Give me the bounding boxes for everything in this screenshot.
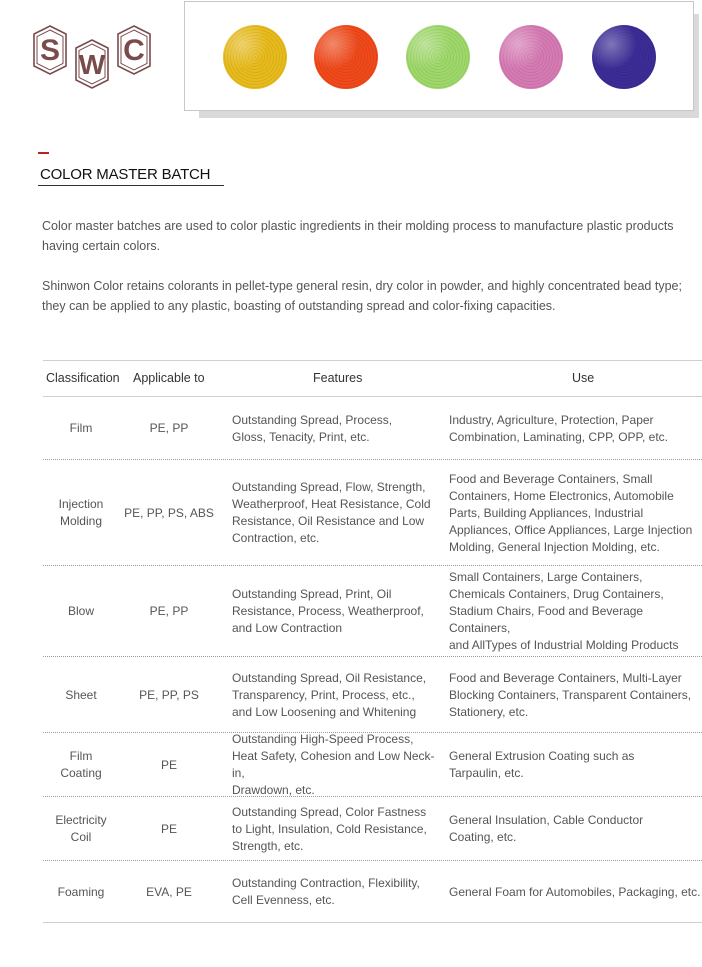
row-features: Outstanding Spread, Print, Oil Resistance, Process, Weatherproof, and Low Contraction — [232, 587, 424, 635]
row-applicable: PE — [160, 757, 177, 772]
table-row — [43, 861, 702, 923]
title-accent-mark — [38, 152, 49, 154]
row-use: Food and Beverage Containers, Small Containers, Home Electronics, Automobile Parts, Building Appliances, Industrial Appliances, Office Appliances, Large Injection Molding, General Injection Molding, etc. — [449, 471, 693, 554]
header-classification: Classification — [46, 371, 120, 385]
pink-pellet-swatch — [499, 25, 563, 89]
page-title: COLOR MASTER BATCH — [40, 166, 211, 183]
table-row — [43, 566, 702, 657]
row-classification: Electricity Coil — [55, 813, 107, 844]
row-features: Outstanding Spread, Oil Resistance, Transparency, Print, Process, etc., and Low Loosening and Whitening — [232, 670, 427, 719]
row-classification: Film Coating — [60, 749, 102, 780]
table-row — [43, 733, 702, 797]
green-pellet-swatch — [406, 25, 470, 89]
row-features: Outstanding Spread, Process, Gloss, Tenacity, Print, etc. — [232, 412, 393, 444]
row-applicable: PE, PP, PS — [139, 687, 199, 702]
description-paragraph: Shinwon Color retains colorants in pellet-type general resin, dry color in powder, and highly concentrated bead type; they can be applied to any plastic, boasting of outstanding spread and color-fixing capacities. — [42, 279, 682, 313]
table-row — [43, 657, 702, 733]
row-features: Outstanding Contraction, Flexibility, Cell Evenness, etc. — [232, 876, 420, 907]
logo-letter-c: C — [123, 34, 145, 67]
header-applicable-to: Applicable to — [133, 371, 205, 385]
row-classification: Film — [69, 421, 93, 435]
row-applicable: EVA, PE — [146, 884, 192, 899]
table-row — [43, 460, 702, 566]
row-classification: Blow — [67, 604, 94, 618]
row-use: Small Containers, Large Containers, Chemicals Containers, Drug Containers, Stadium Chairs, Food and Beverage Containers, and AllTypes of Industrial Molding Products — [449, 570, 679, 652]
row-applicable: PE, PP — [149, 421, 189, 435]
row-features: Outstanding Spread, Color Fastness to Light, Insulation, Cold Resistance, Strength, etc. — [232, 804, 427, 853]
table-bottom-border — [43, 922, 702, 923]
row-classification: Foaming — [57, 884, 105, 899]
row-use: General Foam for Automobiles, Packaging, etc. — [449, 884, 701, 899]
table-row — [43, 397, 702, 460]
header-features: Features — [313, 371, 363, 385]
row-features: Outstanding High-Speed Process, Heat Safety, Cohesion and Low Neck-in, Drawdown, etc. — [232, 732, 435, 797]
row-applicable: PE, PP — [149, 604, 189, 618]
blue-pellet-swatch — [592, 25, 656, 89]
row-applicable: PE — [160, 821, 177, 836]
table-row — [43, 797, 702, 861]
intro-paragraph: Color master batches are used to color plastic ingredients in their molding process to manufacture plastic products having certain colors. — [42, 219, 674, 253]
row-use: Industry, Agriculture, Protection, Paper Combination, Laminating, CPP, OPP, etc. — [449, 412, 669, 444]
yellow-pellet-swatch — [223, 25, 287, 89]
row-features: Outstanding Spread, Flow, Strength, Weatherproof, Heat Resistance, Cold Resistance, Oil Resistance and Low Contraction, etc. — [232, 480, 431, 545]
row-classification: Sheet — [65, 687, 97, 702]
row-applicable: PE, PP, PS, ABS — [124, 505, 214, 520]
row-use: Food and Beverage Containers, Multi-Layer Blocking Containers, Transparent Containers, Stationery, etc. — [449, 670, 692, 719]
orange-pellet-swatch — [314, 25, 378, 89]
pellet-banner — [184, 1, 694, 111]
header-use: Use — [572, 371, 595, 385]
swc-logo — [30, 22, 154, 94]
row-classification: Injection Molding — [58, 497, 104, 528]
logo-letter-s: S — [39, 34, 61, 67]
logo-letter-w: W — [78, 49, 106, 80]
row-use: General Insulation, Cable Conductor Coating, etc. — [449, 813, 644, 844]
row-use: General Extrusion Coating such as Tarpaulin, etc. — [449, 749, 635, 780]
title-underline — [38, 185, 224, 186]
table-top-border — [43, 360, 702, 361]
